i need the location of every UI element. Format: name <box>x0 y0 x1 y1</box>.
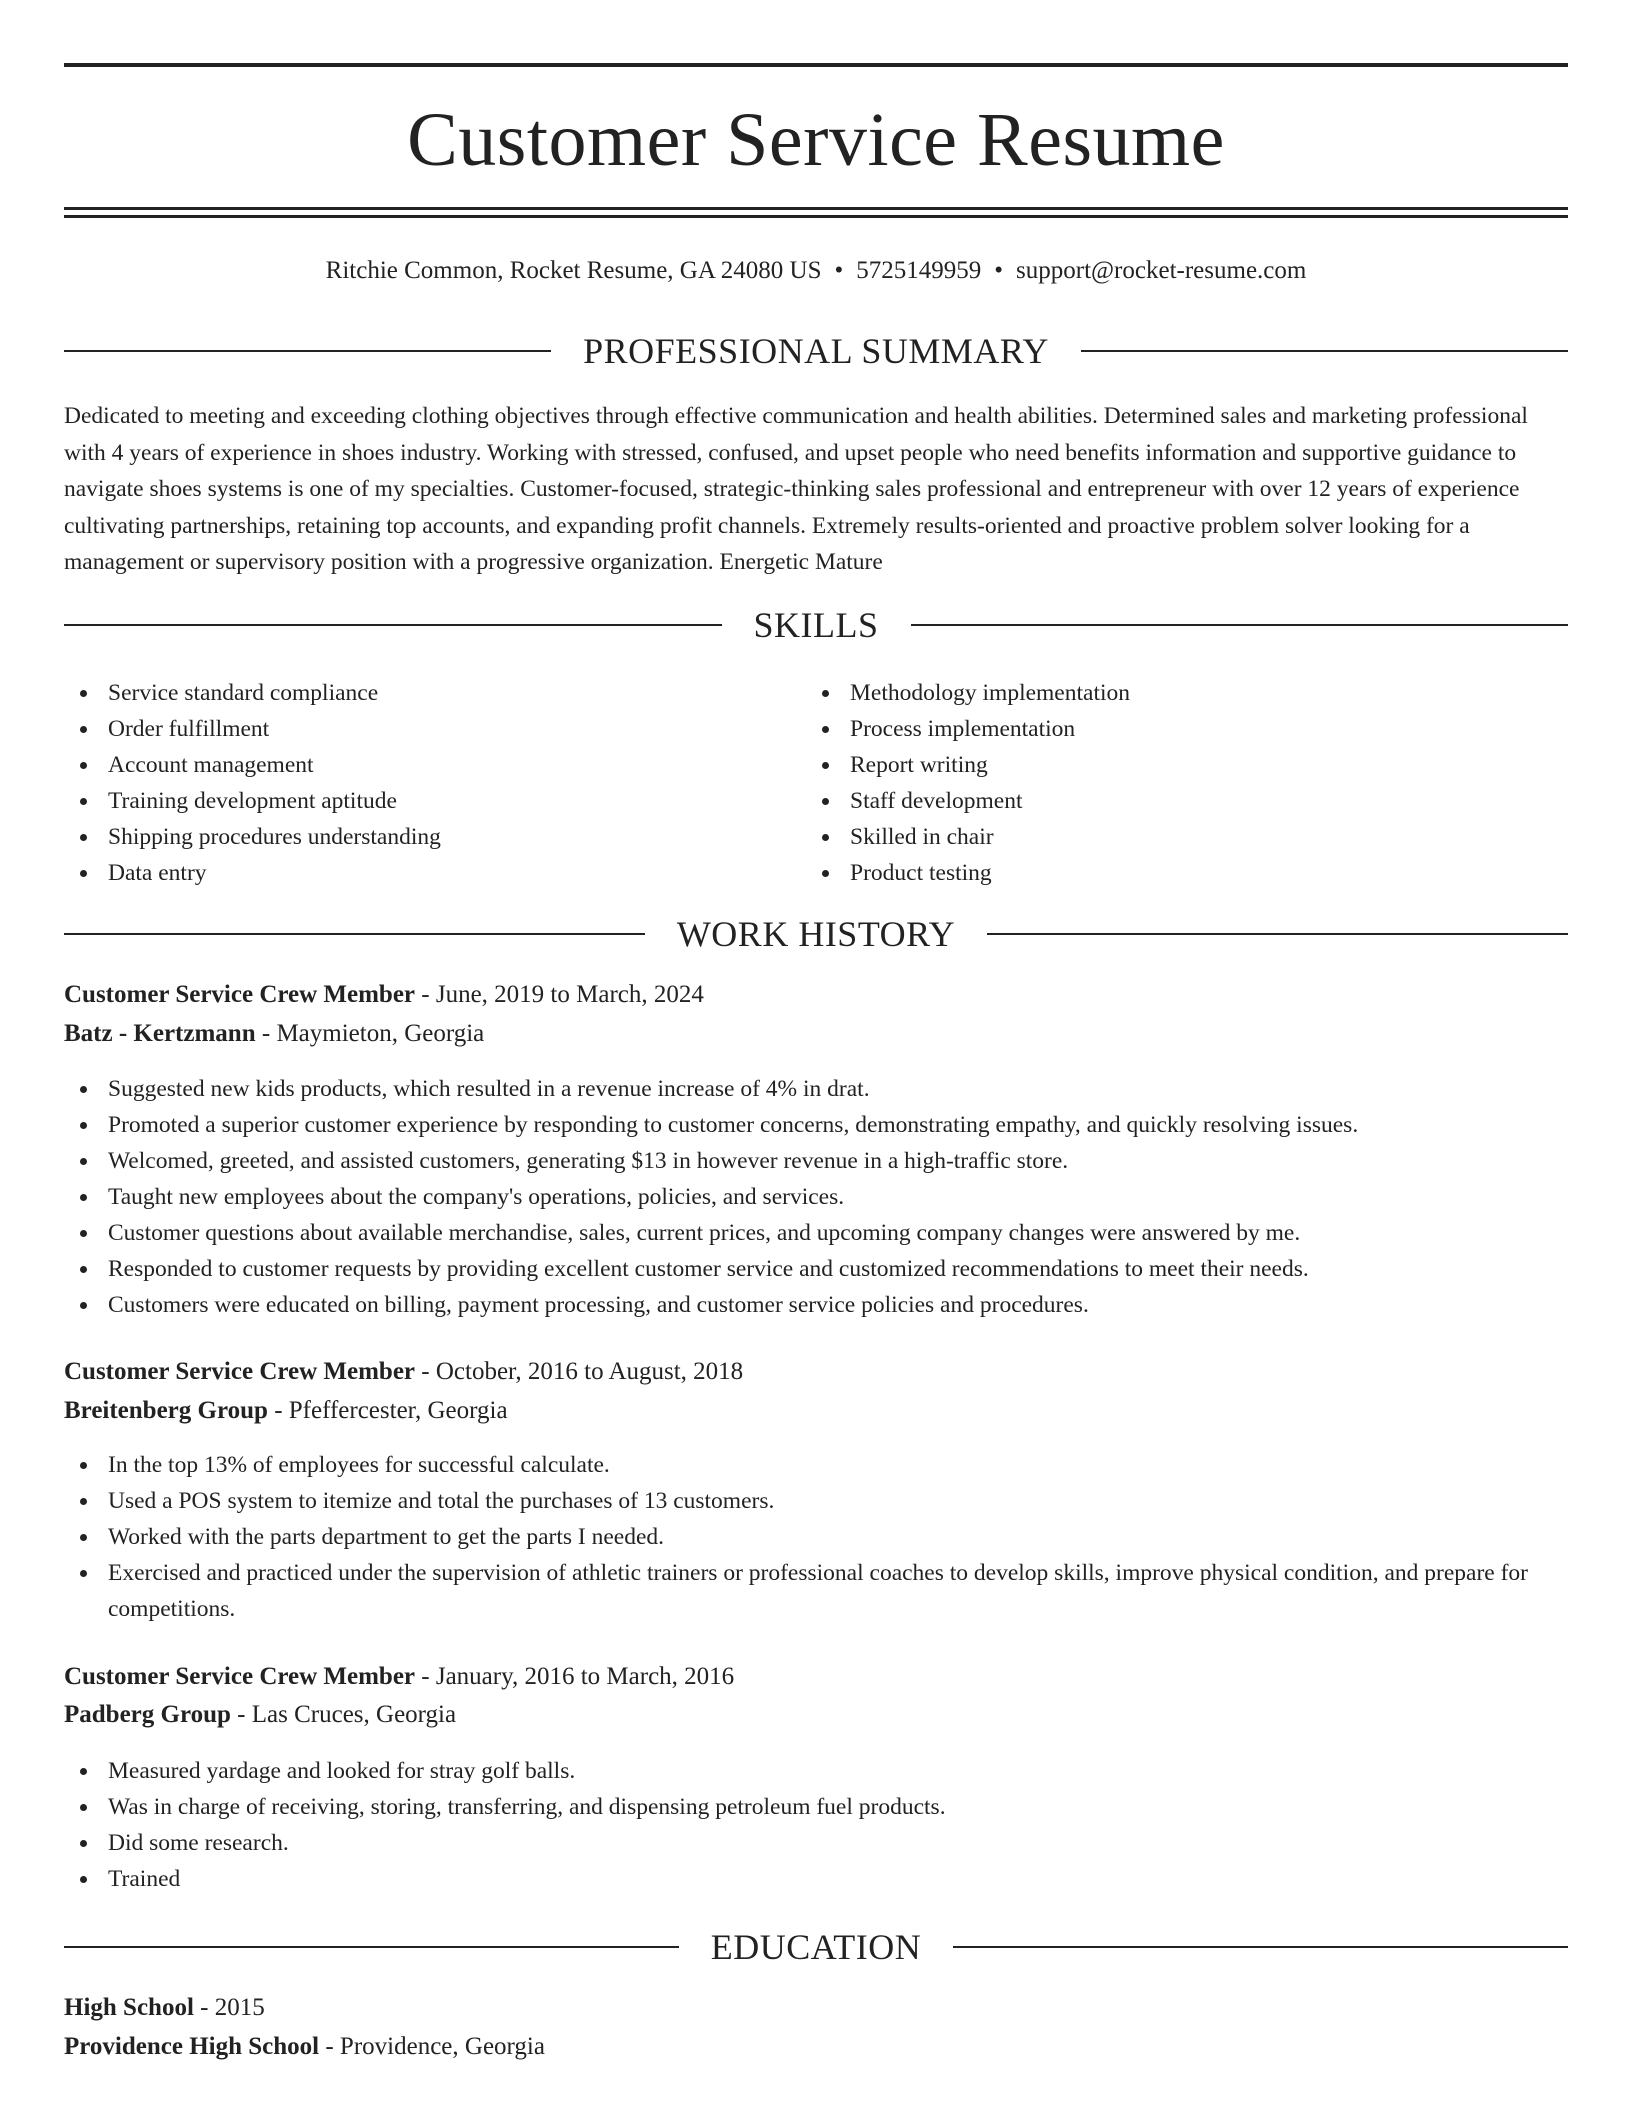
heading-rule <box>1081 350 1568 352</box>
section-heading-education <box>64 1925 1568 1969</box>
skill-item: Process implementation <box>806 711 1506 747</box>
skills-column-left <box>64 675 764 891</box>
top-rule <box>64 63 1568 67</box>
list-item: Used a POS system to itemize and total the purchases of 13 customers. <box>64 1483 1568 1519</box>
skill-item: Staff development <box>806 783 1506 819</box>
skill-item: Product testing <box>806 855 1506 891</box>
contact-separator: • <box>834 257 844 284</box>
skill-item: Methodology implementation <box>806 675 1506 711</box>
job-company: Breitenberg Group <box>64 1397 268 1424</box>
list-item: Responded to customer requests by providing excellent customer service and customized recommendations to meet their needs. <box>64 1251 1568 1287</box>
job-location: - Maymieton, Georgia <box>255 1020 485 1047</box>
section-title: EDUCATION <box>710 1927 922 1967</box>
education-degree-line <box>64 1990 265 2026</box>
title-underline-rule <box>64 207 1568 210</box>
list-item: Customer questions about available merchandise, sales, current prices, and upcoming company changes were answered by me. <box>64 1215 1568 1251</box>
list-item: Customers were educated on billing, payment processing, and customer service policies and procedures. <box>64 1287 1568 1323</box>
list-item: Suggested new kids products, which resulted in a revenue increase of 4% in drat. <box>64 1071 1568 1107</box>
list-item: Was in charge of receiving, storing, transferring, and dispensing petroleum fuel products. <box>64 1789 1568 1825</box>
list-item: Promoted a superior customer experience by responding to customer concerns, demonstrating empathy, and quickly resolving issues. <box>64 1107 1568 1143</box>
job-bullets <box>64 1447 1568 1627</box>
contact-email[interactable]: support@rocket-resume.com <box>1016 257 1307 284</box>
list-item: In the top 13% of employees for successful calculate. <box>64 1447 1568 1483</box>
skill-item: Training development aptitude <box>64 783 764 819</box>
education-degree: High School <box>64 1994 194 2021</box>
list-item: Exercised and practiced under the supervision of athletic trainers or professional coaches to develop skills, improve physical condition, and prepare for competitions. <box>64 1555 1568 1627</box>
skill-item: Data entry <box>64 855 764 891</box>
list-item: Did some research. <box>64 1825 1568 1861</box>
job-title: Customer Service Crew Member <box>64 1358 416 1385</box>
heading-rule <box>64 933 645 935</box>
list-item: Worked with the parts department to get the parts I needed. <box>64 1519 1568 1555</box>
job-title: Customer Service Crew Member <box>64 1663 416 1690</box>
list-item: Welcomed, greeted, and assisted customers, generating $13 in however revenue in a high-traffic store. <box>64 1143 1568 1179</box>
job-location: - Las Cruces, Georgia <box>230 1701 457 1728</box>
list-item: Taught new employees about the company's operations, policies, and services. <box>64 1179 1568 1215</box>
heading-rule <box>911 624 1569 626</box>
job-company-line <box>64 1016 484 1052</box>
job-title: Customer Service Crew Member <box>64 981 416 1008</box>
contact-separator: • <box>994 257 1004 284</box>
job-dates: - January, 2016 to March, 2016 <box>415 1663 735 1690</box>
heading-rule <box>64 350 551 352</box>
section-title: WORK HISTORY <box>676 914 956 954</box>
job-company: Padberg Group <box>64 1701 231 1728</box>
contact-phone: 5725149959 <box>856 257 982 284</box>
heading-rule <box>953 1946 1568 1948</box>
list-item: Trained <box>64 1861 1568 1897</box>
education-year: - 2015 <box>193 1994 265 2021</box>
job-title-line <box>64 1659 734 1695</box>
job-location: - Pfeffercester, Georgia <box>267 1397 508 1424</box>
section-title: PROFESSIONAL SUMMARY <box>583 331 1049 371</box>
list-item: Measured yardage and looked for stray golf balls. <box>64 1753 1568 1789</box>
title-underline-rule-second <box>64 215 1568 218</box>
skill-item: Shipping procedures understanding <box>64 819 764 855</box>
job-dates: - June, 2019 to March, 2024 <box>415 981 704 1008</box>
skills-column-right <box>806 675 1506 891</box>
contact-address: Ritchie Common, Rocket Resume, GA 24080 US <box>325 257 822 284</box>
job-title-line <box>64 1354 743 1390</box>
section-heading-skills <box>64 603 1568 647</box>
education-school: Providence High School <box>64 2033 320 2060</box>
skill-item: Report writing <box>806 747 1506 783</box>
skill-item: Order fulfillment <box>64 711 764 747</box>
education-school-line <box>64 2029 545 2065</box>
summary-text: Dedicated to meeting and exceeding clothing objectives through effective communication and health abilities. Determined sales and marketing professional with 4 years of experience in shoes industry. Working with stressed, confused, and upset people who need benefits information and supportive guidance to navigate shoes systems is one of my specialties. Customer-focused, strategic-thinking sales professional and entrepreneur with over 12 years of experience cultivating partnerships, retaining top accounts, and expanding profit channels. Extremely results-oriented and proactive problem solver looking for a management or supervisory position with a progressive organization. Energetic Mature <box>64 403 1528 575</box>
job-company: Batz - Kertzmann <box>64 1020 256 1047</box>
section-heading-summary <box>64 329 1568 373</box>
job-company-line <box>64 1393 508 1429</box>
heading-rule <box>64 624 722 626</box>
heading-rule <box>64 1946 679 1948</box>
job-bullets <box>64 1071 1568 1323</box>
contact-line <box>64 254 1568 288</box>
section-heading-work-history <box>64 912 1568 956</box>
skill-item: Service standard compliance <box>64 675 764 711</box>
job-title-line <box>64 977 704 1013</box>
job-bullets <box>64 1753 1568 1897</box>
job-dates: - October, 2016 to August, 2018 <box>415 1358 744 1385</box>
resume-title: Customer Service Resume <box>407 98 1225 182</box>
heading-rule <box>987 933 1568 935</box>
section-title: SKILLS <box>753 605 879 645</box>
skill-item: Skilled in chair <box>806 819 1506 855</box>
skill-item: Account management <box>64 747 764 783</box>
job-company-line <box>64 1697 456 1733</box>
education-location: - Providence, Georgia <box>319 2033 545 2060</box>
